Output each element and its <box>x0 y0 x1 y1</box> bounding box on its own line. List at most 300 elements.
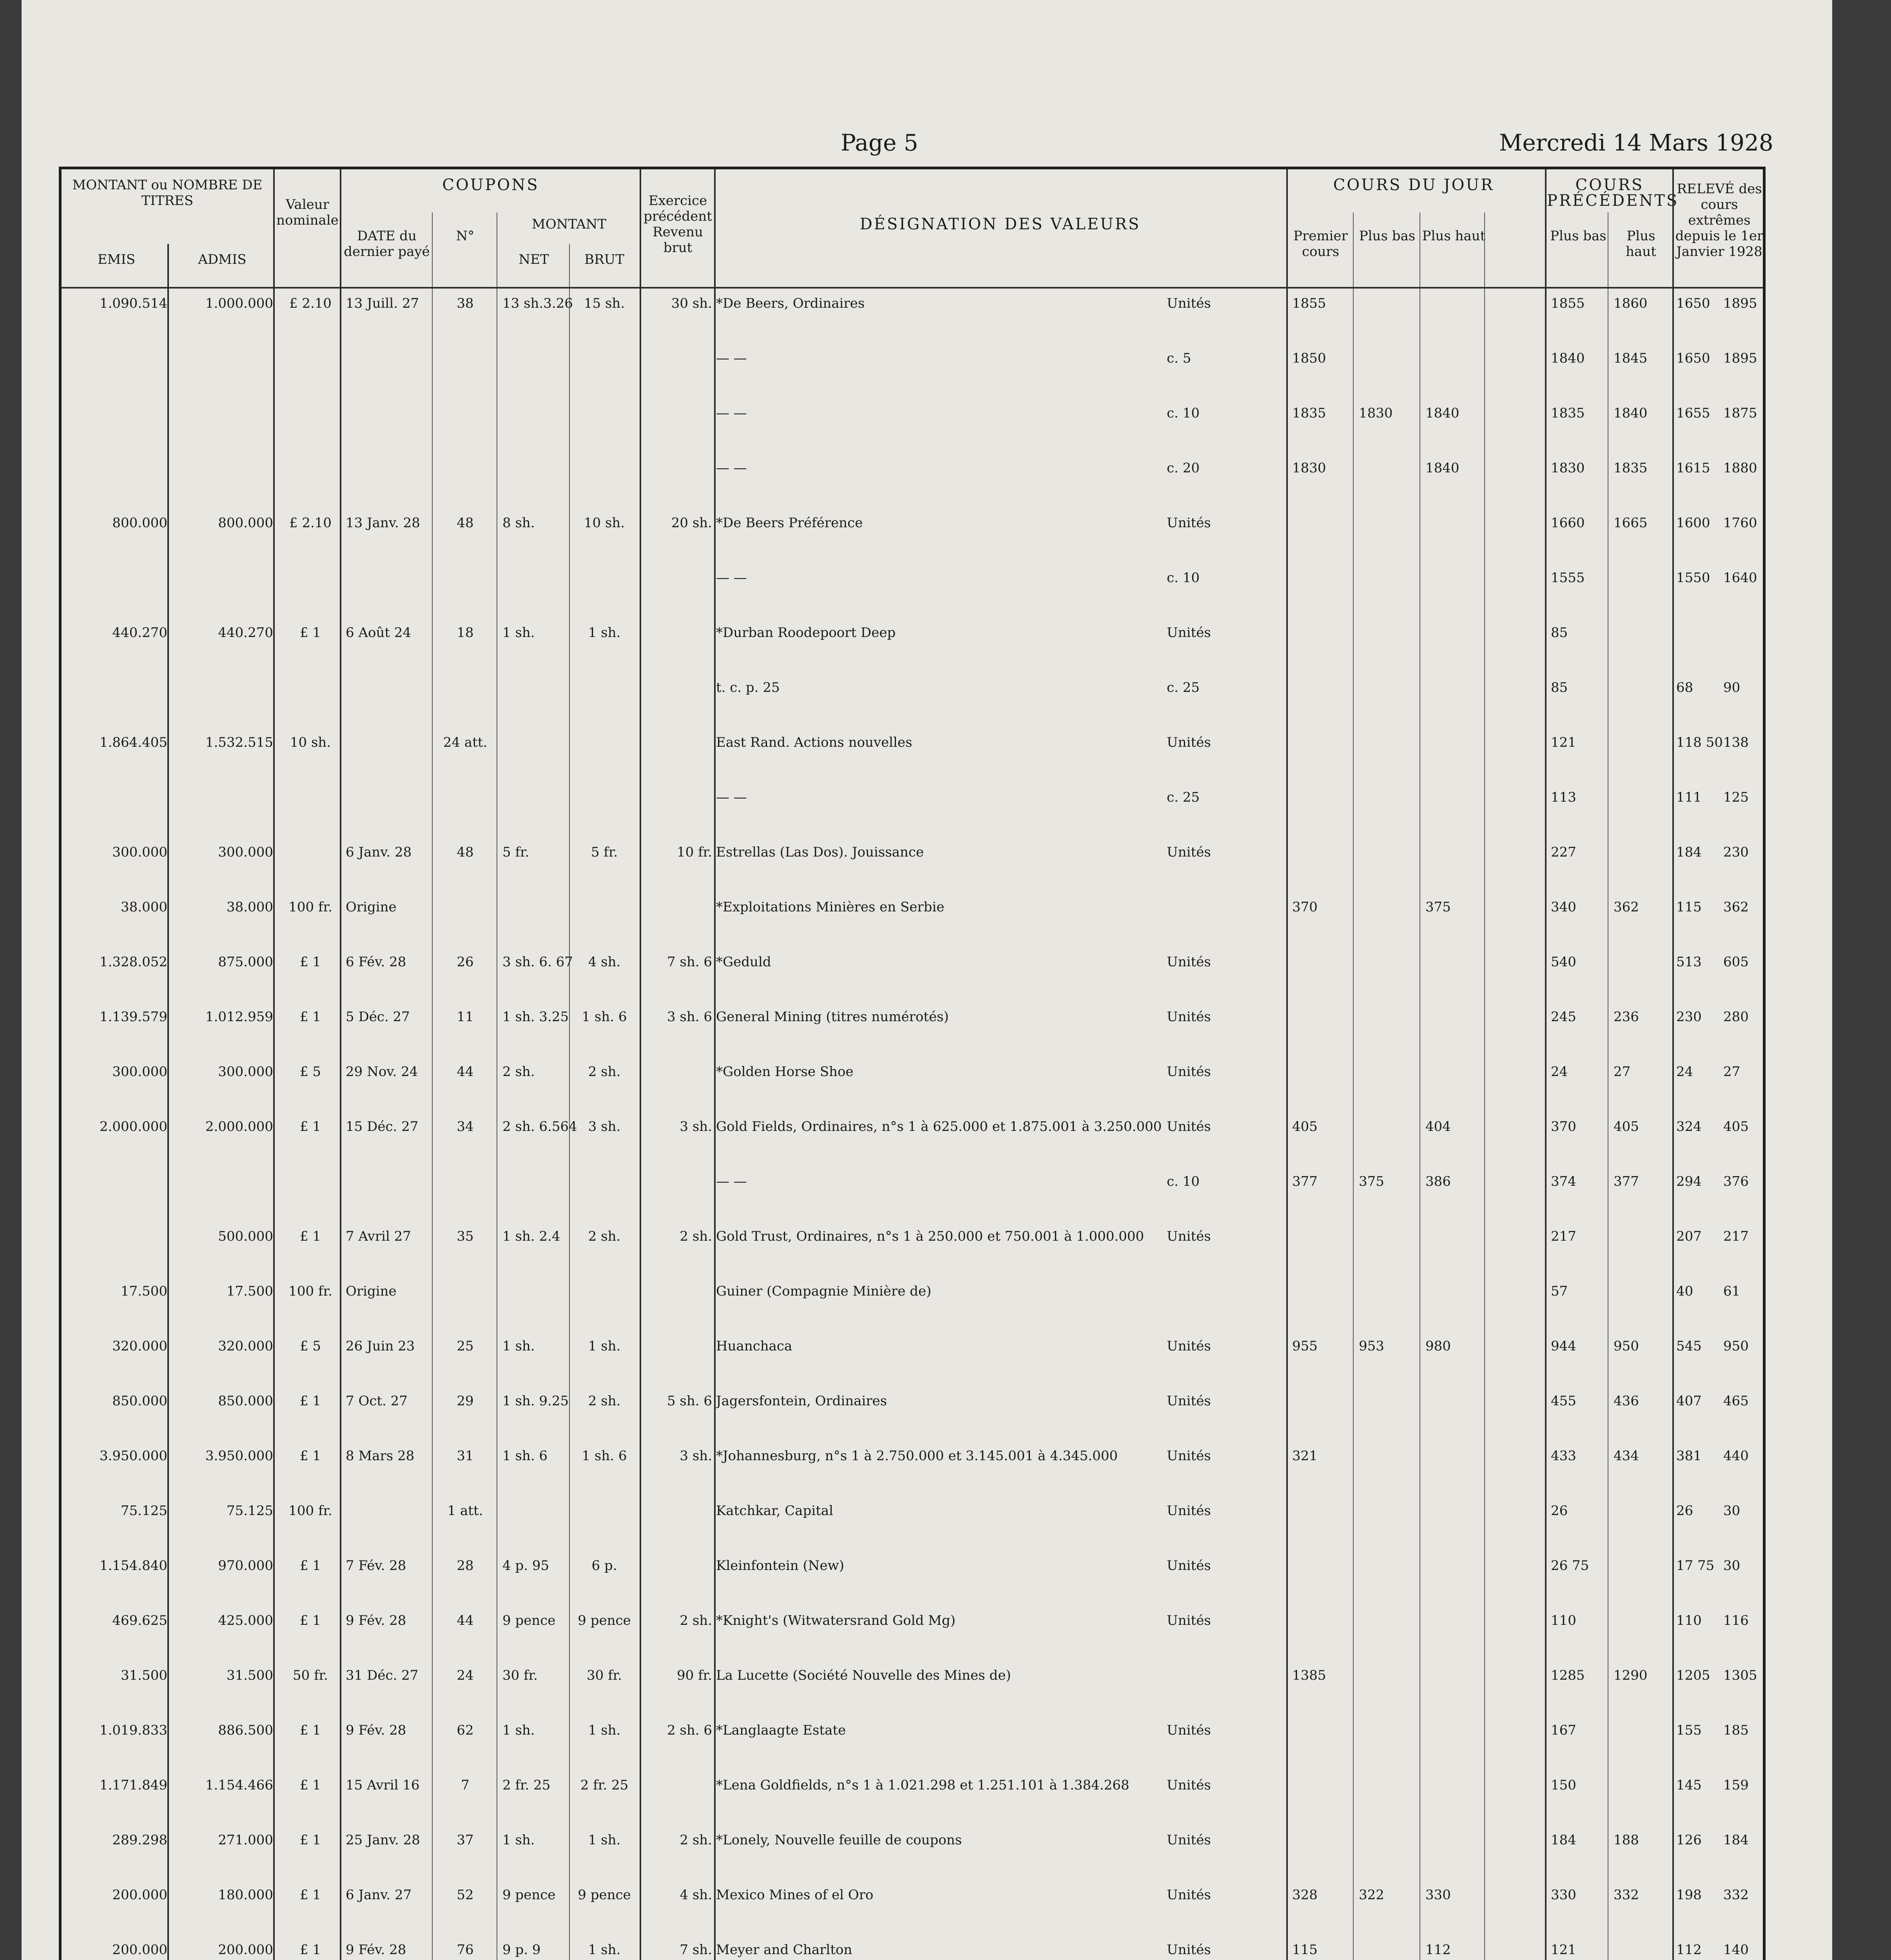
cell-prec-bas: 121 <box>1551 735 1576 750</box>
cell-emis: 1.171.849 <box>99 1777 167 1793</box>
cell-nominal: £ 2.10 <box>289 296 332 311</box>
cell-emis: 440.270 <box>112 625 167 641</box>
cell-nominal: £ 1 <box>299 1009 321 1025</box>
cell-releve-haut: 27 <box>1723 1064 1741 1080</box>
cell-releve-haut: 950 <box>1723 1338 1749 1354</box>
cell-no: 11 <box>457 1009 474 1025</box>
cell-unit: c. 10 <box>1167 405 1200 421</box>
cell-designation: Meyer and Charlton <box>716 1942 852 1958</box>
cell-releve-haut: 125 <box>1723 789 1749 805</box>
cell-premier: 115 <box>1292 1942 1318 1958</box>
cell-revenu: 2 sh. <box>680 1229 712 1244</box>
cell-unit: Unités <box>1167 1448 1211 1464</box>
table-row <box>62 1173 1763 1190</box>
cell-unit: Unités <box>1167 735 1211 750</box>
cell-brut: 1 sh. <box>588 1722 621 1738</box>
cell-unit: c. 25 <box>1167 680 1200 695</box>
cell-premier: 955 <box>1292 1338 1318 1354</box>
cell-releve-bas: 381 <box>1676 1448 1702 1464</box>
cell-brut: 9 pence <box>578 1887 631 1903</box>
cell-unit: Unités <box>1167 1503 1211 1519</box>
cell-unit: Unités <box>1167 515 1211 531</box>
cell-nominal: £ 1 <box>299 1119 321 1134</box>
cell-nominal: 100 fr. <box>288 1503 332 1519</box>
cell-brut: 3 sh. <box>588 1119 621 1134</box>
cell-net: 2 sh. <box>502 1064 535 1080</box>
col-releve: RELEVÉ des cours extrêmes depuis le 1er Janvier 1928 <box>1675 181 1764 260</box>
col-cours-jour: COURS DU JOUR <box>1333 176 1494 194</box>
cell-no: 48 <box>457 844 474 860</box>
cell-designation: — — <box>716 1174 747 1189</box>
cell-prec-haut: 950 <box>1614 1338 1639 1354</box>
cell-no: 62 <box>457 1722 474 1738</box>
table-row <box>62 1392 1763 1410</box>
cell-prec-bas: 340 <box>1551 899 1576 915</box>
cell-net: 1 sh. <box>502 1722 535 1738</box>
cell-brut: 2 fr. 25 <box>580 1777 629 1793</box>
cell-net: 9 p. 9 <box>502 1942 541 1958</box>
cell-unit: Unités <box>1167 844 1211 860</box>
cell-designation: — — <box>716 789 747 805</box>
cell-designation: — — <box>716 405 747 421</box>
cell-prec-bas: 57 <box>1551 1283 1568 1299</box>
cell-admis: 17.500 <box>227 1283 273 1299</box>
cell-premier: 1830 <box>1292 460 1326 476</box>
cell-admis: 850.000 <box>218 1393 273 1409</box>
cell-no: 38 <box>457 296 474 311</box>
cell-admis: 271.000 <box>218 1832 273 1848</box>
cell-emis: 300.000 <box>112 1064 167 1080</box>
cell-emis: 1.139.579 <box>99 1009 167 1025</box>
cell-releve-bas: 155 <box>1676 1722 1702 1738</box>
cell-date: Origine <box>346 899 397 915</box>
cell-prec-haut: 434 <box>1614 1448 1639 1464</box>
cell-nominal: £ 1 <box>299 1448 321 1464</box>
cell-admis: 300.000 <box>218 844 273 860</box>
cell-prec-haut: 436 <box>1614 1393 1639 1409</box>
cell-date: 9 Fév. 28 <box>346 1613 406 1628</box>
cell-nominal: £ 1 <box>299 1832 321 1848</box>
cell-releve-haut: 30 <box>1723 1558 1741 1573</box>
cell-date: 7 Oct. 27 <box>346 1393 408 1409</box>
col-premier: Premier cours <box>1293 228 1348 260</box>
cell-prec-bas: 26 75 <box>1551 1558 1589 1573</box>
cell-admis: 31.500 <box>227 1668 273 1683</box>
cell-nominal: 50 fr. <box>293 1668 328 1683</box>
cell-unit: Unités <box>1167 1777 1211 1793</box>
cell-designation: *Knight's (Witwatersrand Gold Mg) <box>716 1613 956 1628</box>
cell-designation: Guiner (Compagnie Minière de) <box>716 1283 932 1299</box>
cell-plus-haut: 375 <box>1425 899 1451 915</box>
table-row <box>62 1008 1763 1025</box>
cell-plus-haut: 386 <box>1425 1174 1451 1189</box>
cell-no: 35 <box>457 1229 474 1244</box>
table-row <box>62 679 1763 696</box>
cell-designation: *De Beers, Ordinaires <box>716 296 865 311</box>
cell-date: 13 Juill. 27 <box>346 296 419 311</box>
cell-designation: La Lucette (Société Nouvelle des Mines de) <box>716 1668 1011 1683</box>
cell-nominal: £ 1 <box>299 1722 321 1738</box>
cell-date: 13 Janv. 28 <box>346 515 420 531</box>
col-plus-bas: Plus bas <box>1359 228 1416 244</box>
cell-no: 44 <box>457 1613 474 1628</box>
cell-net: 1 sh. 9.25 <box>502 1393 569 1409</box>
cell-releve-haut: 376 <box>1723 1174 1749 1189</box>
cell-net: 9 pence <box>502 1613 556 1628</box>
cell-plus-bas: 375 <box>1359 1174 1384 1189</box>
cell-releve-bas: 40 <box>1676 1283 1693 1299</box>
cell-prec-bas: 330 <box>1551 1887 1576 1903</box>
cell-prec-bas: 184 <box>1551 1832 1576 1848</box>
cell-unit: c. 20 <box>1167 460 1200 476</box>
page-header <box>22 106 1832 176</box>
cell-prec-bas: 455 <box>1551 1393 1576 1409</box>
cell-admis: 500.000 <box>218 1229 273 1244</box>
cell-plus-haut: 1840 <box>1425 460 1459 476</box>
cell-prec-haut: 1845 <box>1614 350 1648 366</box>
cell-emis: 800.000 <box>112 515 167 531</box>
col-montant-c: MONTANT <box>531 216 607 232</box>
cell-prec-bas: 113 <box>1551 789 1576 805</box>
cell-prec-haut: 1665 <box>1614 515 1648 531</box>
table-row <box>62 953 1763 971</box>
cell-net: 3 sh. 6. 67 <box>502 954 573 970</box>
page-number: Page 5 <box>841 129 918 156</box>
cell-admis: 970.000 <box>218 1558 273 1573</box>
cell-designation: *Langlaagte Estate <box>716 1722 846 1738</box>
cell-premier: 1835 <box>1292 405 1326 421</box>
cell-designation: *Exploitations Minières en Serbie <box>716 899 945 915</box>
cell-date: Origine <box>346 1283 397 1299</box>
cell-releve-bas: 407 <box>1676 1393 1702 1409</box>
cell-releve-haut: 1760 <box>1723 515 1757 531</box>
cell-net: 1 sh. 2.4 <box>502 1229 560 1244</box>
cell-emis: 300.000 <box>112 844 167 860</box>
cell-admis: 1.000.000 <box>205 296 273 311</box>
cell-no: 24 <box>457 1668 474 1683</box>
cell-net: 1 sh. <box>502 625 535 641</box>
cell-prec-bas: 245 <box>1551 1009 1576 1025</box>
cell-releve-bas: 112 <box>1676 1942 1702 1958</box>
cell-releve-haut: 159 <box>1723 1777 1749 1793</box>
cell-admis: 75.125 <box>227 1503 273 1519</box>
cell-emis: 289.298 <box>112 1832 167 1848</box>
cell-prec-haut: 405 <box>1614 1119 1639 1134</box>
cell-brut: 15 sh. <box>584 296 625 311</box>
cell-revenu: 3 sh. <box>680 1119 712 1134</box>
cell-releve-bas: 145 <box>1676 1777 1702 1793</box>
cell-plus-bas: 322 <box>1359 1887 1384 1903</box>
cell-admis: 320.000 <box>218 1338 273 1354</box>
cell-prec-bas: 1830 <box>1551 460 1585 476</box>
cell-brut: 1 sh. 6 <box>582 1009 627 1025</box>
cell-date: 6 Janv. 28 <box>346 844 412 860</box>
cell-nominal: 100 fr. <box>288 1283 332 1299</box>
cell-designation: Gold Trust, Ordinaires, n°s 1 à 250.000 et 750.001 à 1.000.000 <box>716 1229 1144 1244</box>
table-row <box>62 789 1763 806</box>
cell-unit: Unités <box>1167 1942 1211 1958</box>
cell-nominal: £ 1 <box>299 625 321 641</box>
cell-date: 15 Déc. 27 <box>346 1119 419 1134</box>
page-date: Mercredi 14 Mars 1928 <box>1499 129 1773 156</box>
cell-prec-haut: 1840 <box>1614 405 1648 421</box>
cell-no: 34 <box>457 1119 474 1134</box>
cell-prec-bas: 1855 <box>1551 296 1585 311</box>
cell-brut: 6 p. <box>591 1558 617 1573</box>
table-row <box>62 405 1763 422</box>
cell-admis: 1.532.515 <box>205 735 273 750</box>
cell-premier: 370 <box>1292 899 1318 915</box>
table-row <box>62 1831 1763 1849</box>
cell-emis: 850.000 <box>112 1393 167 1409</box>
cell-prec-bas: 121 <box>1551 1942 1576 1958</box>
cell-nominal: £ 1 <box>299 1613 321 1628</box>
cell-designation: Katchkar, Capital <box>716 1503 834 1519</box>
cell-releve-bas: 26 <box>1676 1503 1693 1519</box>
cell-releve-bas: 230 <box>1676 1009 1702 1025</box>
cell-no: 7 <box>461 1777 470 1793</box>
cell-prec-bas: 1555 <box>1551 570 1585 586</box>
cell-brut: 2 sh. <box>588 1393 621 1409</box>
cell-brut: 4 sh. <box>588 954 621 970</box>
cell-unit: Unités <box>1167 1393 1211 1409</box>
cell-premier: 321 <box>1292 1448 1318 1464</box>
cell-emis: 3.950.000 <box>99 1448 167 1464</box>
cell-date: 15 Avril 16 <box>346 1777 420 1793</box>
cell-prec-bas: 24 <box>1551 1064 1568 1080</box>
cell-net: 30 fr. <box>502 1668 538 1683</box>
cell-emis: 1.019.833 <box>99 1722 167 1738</box>
cell-designation: Huanchaca <box>716 1338 792 1354</box>
cell-releve-haut: 465 <box>1723 1393 1749 1409</box>
cell-designation: East Rand. Actions nouvelles <box>716 735 912 750</box>
cell-unit: Unités <box>1167 625 1211 641</box>
cell-releve-haut: 116 <box>1723 1613 1749 1628</box>
table-row <box>62 1283 1763 1300</box>
table-row <box>62 1777 1763 1794</box>
cell-no: 18 <box>457 625 474 641</box>
cell-unit: c. 10 <box>1167 1174 1200 1189</box>
cell-emis: 17.500 <box>121 1283 167 1299</box>
table-row <box>62 734 1763 751</box>
cell-designation: t. c. p. 25 <box>716 680 780 695</box>
cell-prec-haut: 377 <box>1614 1174 1639 1189</box>
cell-brut: 1 sh. <box>588 1832 621 1848</box>
cell-unit: Unités <box>1167 1722 1211 1738</box>
cell-brut: 5 fr. <box>591 844 618 860</box>
cell-unit: Unités <box>1167 1119 1211 1134</box>
col-prec-bas: Plus bas <box>1550 228 1606 244</box>
cell-revenu: 3 sh. <box>680 1448 712 1464</box>
cell-releve-haut: 1895 <box>1723 296 1757 311</box>
cell-emis: 1.328.052 <box>99 954 167 970</box>
cell-designation: *Durban Roodepoort Deep <box>716 625 896 641</box>
cell-designation: Kleinfontein (New) <box>716 1558 844 1573</box>
cell-emis: 38.000 <box>121 899 167 915</box>
cell-brut: 2 sh. <box>588 1229 621 1244</box>
cell-prec-bas: 26 <box>1551 1503 1568 1519</box>
cell-releve-haut: 1305 <box>1723 1668 1757 1683</box>
cell-revenu: 20 sh. <box>671 515 712 531</box>
cell-brut: 1 sh. <box>588 1942 621 1958</box>
cell-prec-bas: 1285 <box>1551 1668 1585 1683</box>
cell-no: 28 <box>457 1558 474 1573</box>
cell-revenu: 5 sh. 6 <box>667 1393 712 1409</box>
cell-brut: 1 sh. <box>588 625 621 641</box>
cell-prec-haut: 27 <box>1614 1064 1631 1080</box>
cell-prec-bas: 1835 <box>1551 405 1585 421</box>
table-row <box>62 1338 1763 1355</box>
cell-net: 13 sh.3.26 <box>502 296 573 311</box>
cell-admis: 300.000 <box>218 1064 273 1080</box>
cell-net: 1 sh. <box>502 1338 535 1354</box>
cell-net: 2 sh. 6.564 <box>502 1119 577 1134</box>
cell-revenu: 7 sh. 6 <box>667 954 712 970</box>
cell-net: 1 sh. 6 <box>502 1448 548 1464</box>
cell-brut: 1 sh. 6 <box>582 1448 627 1464</box>
cell-releve-bas: 118 50 <box>1676 735 1723 750</box>
cell-emis: 1.090.514 <box>99 296 167 311</box>
cell-date: 6 Fév. 28 <box>346 954 406 970</box>
table-row <box>62 1667 1763 1684</box>
cell-emis: 2.000.000 <box>99 1119 167 1134</box>
cell-emis: 200.000 <box>112 1942 167 1958</box>
cell-date: 7 Avril 27 <box>346 1229 411 1244</box>
table-row <box>62 1886 1763 1904</box>
cell-revenu: 7 sh. <box>680 1942 712 1958</box>
cell-no: 44 <box>457 1064 474 1080</box>
cell-emis: 1.864.405 <box>99 735 167 750</box>
cell-designation: *Johannesburg, n°s 1 à 2.750.000 et 3.145.001 à 4.345.000 <box>716 1448 1118 1464</box>
cell-releve-bas: 207 <box>1676 1229 1702 1244</box>
cell-designation: — — <box>716 350 747 366</box>
cell-prec-bas: 370 <box>1551 1119 1576 1134</box>
cell-releve-haut: 217 <box>1723 1229 1749 1244</box>
cell-prec-bas: 374 <box>1551 1174 1576 1189</box>
cell-no: 76 <box>457 1942 474 1958</box>
quotation-table <box>59 167 1766 1960</box>
table-row <box>62 898 1763 916</box>
cell-date: 9 Fév. 28 <box>346 1722 406 1738</box>
cell-no: 1 att. <box>447 1503 483 1519</box>
cell-prec-bas: 433 <box>1551 1448 1576 1464</box>
cell-releve-bas: 324 <box>1676 1119 1702 1134</box>
col-coupons: COUPONS <box>442 176 539 194</box>
cell-releve-haut: 184 <box>1723 1832 1749 1848</box>
col-prec-haut: Plus haut <box>1626 228 1656 260</box>
table-row <box>62 1722 1763 1739</box>
cell-releve-bas: 115 <box>1676 899 1702 915</box>
cell-designation: *Geduld <box>716 954 771 970</box>
col-emis: EMIS <box>97 252 136 267</box>
table-row <box>62 1502 1763 1519</box>
col-designation: DÉSIGNATION DES VALEURS <box>859 215 1141 233</box>
cell-releve-bas: 1600 <box>1676 515 1710 531</box>
cell-designation: *Lonely, Nouvelle feuille de coupons <box>716 1832 962 1848</box>
cell-admis: 800.000 <box>218 515 273 531</box>
cell-admis: 875.000 <box>218 954 273 970</box>
cell-prec-bas: 85 <box>1551 625 1568 641</box>
cell-releve-bas: 126 <box>1676 1832 1702 1848</box>
cell-unit: Unités <box>1167 1338 1211 1354</box>
cell-no: 29 <box>457 1393 474 1409</box>
cell-admis: 1.012.959 <box>205 1009 273 1025</box>
cell-unit: Unités <box>1167 1064 1211 1080</box>
cell-designation: Mexico Mines of el Oro <box>716 1887 874 1903</box>
cell-prec-bas: 1660 <box>1551 515 1585 531</box>
cell-prec-bas: 217 <box>1551 1229 1576 1244</box>
cell-plus-haut: 404 <box>1425 1119 1451 1134</box>
table-row <box>62 1447 1763 1465</box>
cell-admis: 440.270 <box>218 625 273 641</box>
cell-nominal: £ 1 <box>299 1558 321 1573</box>
cell-unit: c. 10 <box>1167 570 1200 586</box>
cell-date: 6 Janv. 27 <box>346 1887 412 1903</box>
cell-releve-bas: 1550 <box>1676 570 1710 586</box>
col-montant: MONTANT ou NOMBRE DE TITRES <box>72 177 263 209</box>
cell-net: 9 pence <box>502 1887 556 1903</box>
cell-unit: Unités <box>1167 1613 1211 1628</box>
cell-revenu: 30 sh. <box>671 296 712 311</box>
cell-date: 8 Mars 28 <box>346 1448 415 1464</box>
cell-plus-haut: 112 <box>1425 1942 1451 1958</box>
table-row <box>62 350 1763 367</box>
cell-prec-bas: 944 <box>1551 1338 1576 1354</box>
cell-releve-bas: 68 <box>1676 680 1693 695</box>
cell-admis: 38.000 <box>227 899 273 915</box>
cell-releve-bas: 111 <box>1676 789 1702 805</box>
cell-no: 25 <box>457 1338 474 1354</box>
cell-nominal: £ 1 <box>299 1393 321 1409</box>
cell-premier: 405 <box>1292 1119 1318 1134</box>
cell-premier: 328 <box>1292 1887 1318 1903</box>
cell-revenu: 10 fr. <box>677 844 712 860</box>
cell-brut: 2 sh. <box>588 1064 621 1080</box>
cell-nominal: £ 5 <box>299 1064 321 1080</box>
cell-releve-bas: 198 <box>1676 1887 1702 1903</box>
cell-premier: 1855 <box>1292 296 1326 311</box>
cell-prec-bas: 150 <box>1551 1777 1576 1793</box>
cell-brut: 1 sh. <box>588 1338 621 1354</box>
cell-date: 7 Fév. 28 <box>346 1558 406 1573</box>
cell-prec-haut: 1860 <box>1614 296 1648 311</box>
cell-releve-bas: 17 75 <box>1676 1558 1715 1573</box>
cell-releve-haut: 1640 <box>1723 570 1757 586</box>
table-row <box>62 1118 1763 1135</box>
cell-designation: *De Beers Préférence <box>716 515 863 531</box>
cell-admis: 2.000.000 <box>205 1119 273 1134</box>
cell-no: 48 <box>457 515 474 531</box>
cell-revenu: 90 fr. <box>677 1668 712 1683</box>
cell-plus-haut: 1840 <box>1425 405 1459 421</box>
cell-nominal: £ 2.10 <box>289 515 332 531</box>
table-row <box>62 1063 1763 1080</box>
cell-revenu: 2 sh. <box>680 1832 712 1848</box>
cell-prec-haut: 362 <box>1614 899 1639 915</box>
cell-designation: General Mining (titres numérotés) <box>716 1009 949 1025</box>
cell-prec-bas: 85 <box>1551 680 1568 695</box>
cell-net: 4 p. 95 <box>502 1558 549 1573</box>
table-row <box>62 514 1763 532</box>
cell-nominal: £ 1 <box>299 1887 321 1903</box>
cell-releve-haut: 230 <box>1723 844 1749 860</box>
cell-releve-haut: 362 <box>1723 899 1749 915</box>
cell-prec-bas: 167 <box>1551 1722 1576 1738</box>
cell-brut: 10 sh. <box>584 515 625 531</box>
cell-releve-bas: 1205 <box>1676 1668 1710 1683</box>
cell-releve-haut: 332 <box>1723 1887 1749 1903</box>
cell-releve-bas: 1650 <box>1676 350 1710 366</box>
